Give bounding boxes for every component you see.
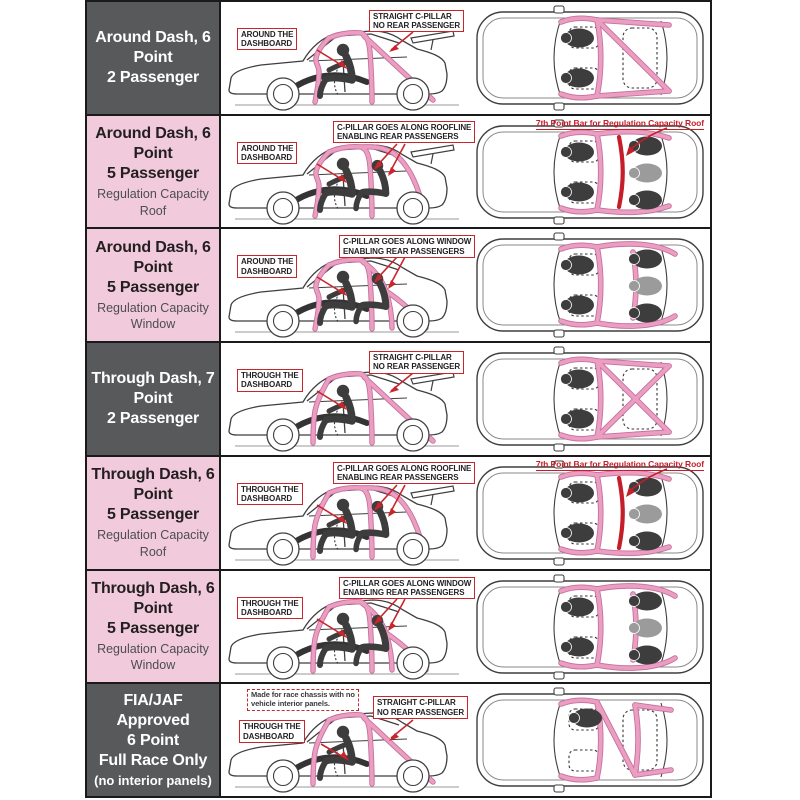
config-label-cell [87, 684, 221, 796]
dashboard-route-callout-line: AROUND THE [241, 257, 294, 267]
config-label-line: Through Dash, 7 Point [91, 370, 215, 408]
diagram-cell [221, 571, 710, 683]
roll-cage-chart [85, 0, 712, 798]
config-label-subtitle: (no interior panels) [94, 772, 212, 788]
config-label-subtitle: Regulation Capacity Window [97, 301, 209, 332]
c-pillar-callout-line: STRAIGHT C-PILLAR [373, 12, 452, 21]
c-pillar-callout-line: C-PILLAR GOES ALONG ROOFLINE [337, 122, 472, 132]
c-pillar-callout-line: NO REAR PASSENGER [373, 362, 461, 372]
car-top-view-svg [471, 116, 709, 228]
dashboard-route-callout [237, 142, 297, 164]
dashboard-route-callout [237, 483, 303, 505]
c-pillar-callout [339, 577, 475, 599]
config-label-line: 6 Point [127, 731, 179, 749]
chart-row [87, 571, 710, 685]
dashboard-route-callout-line: AROUND THE [241, 30, 294, 39]
config-label-cell [87, 343, 221, 455]
c-pillar-callout-line: C-PILLAR GOES ALONG WINDOW [343, 578, 472, 588]
config-label-line: 5 Passenger [106, 506, 200, 524]
car-top-view-svg [471, 571, 709, 683]
dashboard-route-callout-line: DASHBOARD [241, 380, 293, 390]
config-label-cell [87, 571, 221, 683]
c-pillar-callout [369, 351, 464, 373]
config-label-line: Full Race Only [98, 751, 208, 769]
car-top-view-svg [471, 684, 709, 796]
dashboard-route-callout-line: DASHBOARD [243, 731, 295, 741]
c-pillar-callout-line: NO REAR PASSENGER [377, 707, 465, 717]
dashboard-route-callout-line: DASHBOARD [241, 607, 293, 617]
config-label-line: Around Dash, 6 Point [95, 28, 211, 66]
dashboard-route-callout [237, 255, 297, 277]
car-top-view-svg [471, 457, 709, 569]
c-pillar-callout [373, 696, 468, 718]
diagram-cell [221, 343, 710, 455]
config-label-subtitle: Regulation Capacity Roof [97, 528, 209, 559]
chart-row [87, 684, 710, 796]
diagram-cell [221, 229, 710, 341]
c-pillar-callout [339, 235, 475, 257]
chart-row [87, 229, 710, 343]
car-top-view-svg [471, 2, 709, 114]
chart-row [87, 116, 710, 230]
race-chassis-note-line: vehicle interior panels. [251, 698, 330, 708]
dashboard-route-callout [239, 720, 305, 742]
c-pillar-callout [333, 121, 475, 143]
chart-row [87, 343, 710, 457]
c-pillar-callout-line: ENABLING REAR PASSENGERS [343, 246, 465, 256]
diagram-cell [221, 2, 710, 114]
c-pillar-callout-line: ENABLING REAR PASSENGERS [337, 473, 459, 483]
config-label-line: Through Dash, 6 Point [91, 466, 215, 504]
config-label-cell [87, 116, 221, 228]
c-pillar-callout-line: C-PILLAR GOES ALONG WINDOW [343, 237, 472, 247]
dashboard-route-callout-line: THROUGH THE [241, 484, 299, 494]
dashboard-route-callout-line: THROUGH THE [241, 371, 299, 381]
config-label-line: Around Dash, 6 Point [95, 239, 211, 277]
config-label-cell [87, 457, 221, 569]
car-top-view-svg [471, 229, 709, 341]
config-label-subtitle: Regulation Capacity Window [97, 642, 209, 673]
c-pillar-callout-line: ENABLING REAR PASSENGERS [337, 131, 459, 141]
config-label-subtitle: Regulation Capacity Roof [97, 187, 209, 218]
config-label-cell [87, 2, 221, 114]
c-pillar-callout-line: ENABLING REAR PASSENGERS [343, 587, 465, 597]
dashboard-route-callout-line: DASHBOARD [241, 494, 293, 504]
config-label-line: 2 Passenger [106, 410, 200, 428]
c-pillar-callout-line: NO REAR PASSENGER [373, 21, 461, 31]
dashboard-route-callout [237, 28, 297, 50]
config-label-line: Through Dash, 6 Point [91, 580, 215, 618]
dashboard-route-callout-line: THROUGH THE [243, 722, 301, 732]
seventh-point-bar-note: 7th Point Bar for Regulation Capacity Roof [535, 458, 704, 469]
race-chassis-note [247, 689, 359, 710]
dashboard-route-callout [237, 597, 303, 619]
config-label-line: 5 Passenger [106, 279, 200, 297]
c-pillar-callout-line: STRAIGHT C-PILLAR [377, 698, 456, 708]
dashboard-route-callout-line: AROUND THE [241, 143, 294, 153]
dashboard-route-callout-line: DASHBOARD [241, 39, 293, 49]
chart-row [87, 2, 710, 116]
dashboard-route-callout [237, 369, 303, 391]
c-pillar-callout [333, 462, 475, 484]
seventh-point-bar-note: 7th Point Bar for Regulation Capacity Roof [535, 117, 704, 128]
c-pillar-callout [369, 10, 464, 32]
c-pillar-callout-line: STRAIGHT C-PILLAR [373, 353, 452, 363]
c-pillar-callout-line: C-PILLAR GOES ALONG ROOFLINE [337, 463, 472, 473]
diagram-cell [221, 684, 710, 796]
config-label-line: FIA/JAF Approved [116, 691, 190, 729]
chart-row [87, 457, 710, 571]
race-chassis-note-line: Made for race chassis with no [251, 690, 355, 700]
diagram-cell [221, 116, 710, 228]
dashboard-route-callout-line: THROUGH THE [241, 598, 299, 608]
dashboard-route-callout-line: DASHBOARD [241, 152, 293, 162]
config-label-line: 5 Passenger [106, 620, 200, 638]
diagram-cell [221, 457, 710, 569]
config-label-cell [87, 229, 221, 341]
car-top-view-svg [471, 343, 709, 455]
config-label-line: 2 Passenger [106, 68, 200, 86]
config-label-line: Around Dash, 6 Point [95, 125, 211, 163]
config-label-line: 5 Passenger [106, 165, 200, 183]
dashboard-route-callout-line: DASHBOARD [241, 266, 293, 276]
